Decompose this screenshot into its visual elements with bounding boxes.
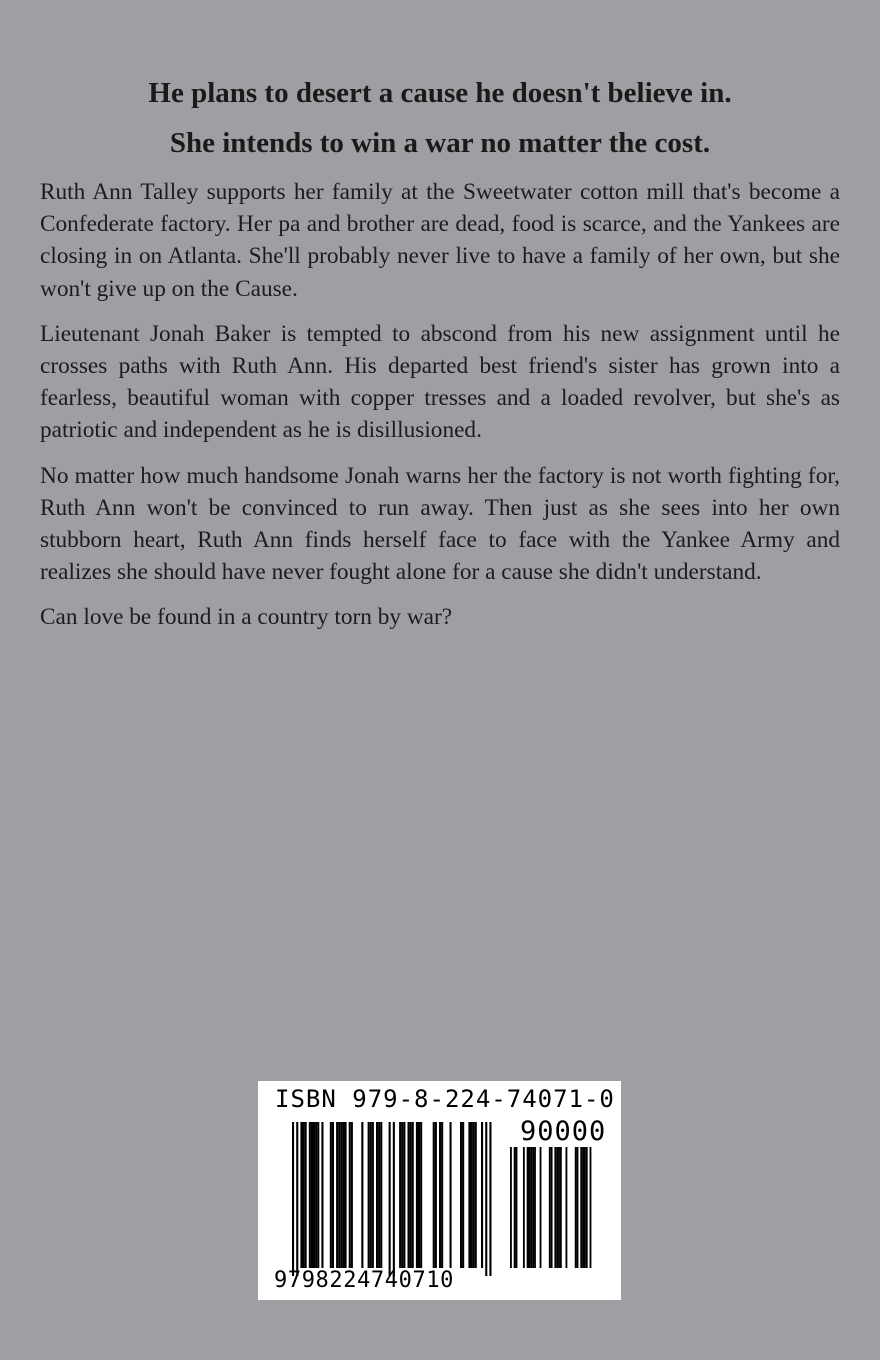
price-addon-code: 90000 <box>520 1116 607 1147</box>
barcode-bar <box>527 1147 529 1268</box>
barcode-bar <box>554 1147 556 1268</box>
barcode-bar <box>534 1147 536 1268</box>
barcode-bar <box>311 1122 313 1268</box>
blurb-closing-question: Can love be found in a country torn by war? <box>40 604 453 631</box>
barcode-bar <box>345 1122 347 1268</box>
barcode-bar <box>558 1147 560 1268</box>
barcode-bar <box>370 1122 372 1268</box>
barcode-bar <box>338 1122 340 1268</box>
barcode-bar <box>462 1122 464 1268</box>
barcode-bar <box>389 1122 391 1276</box>
barcode-bar <box>510 1147 512 1268</box>
barcode-bar <box>439 1122 441 1268</box>
barcode-bar <box>450 1122 452 1268</box>
barcode-bar <box>433 1122 435 1268</box>
barcode-bar <box>582 1147 584 1268</box>
barcode-bar <box>556 1147 558 1268</box>
barcode-bar <box>441 1122 443 1268</box>
barcode-bar <box>468 1122 470 1268</box>
barcode-bar <box>399 1122 401 1268</box>
blurb-paragraph-2: Lieutenant Jonah Baker is tempted to abscond from his new assignment until he crosses paths with Ruth Ann. His departed best friend's sister has grown into a fearless, beautiful woman with copper tresses and a loaded revolver, but she's as patriotic and independent as he is disillusioned. <box>40 320 840 444</box>
barcode-bar <box>361 1122 363 1268</box>
addon-barcode-bars <box>510 1147 591 1268</box>
blurb-paragraph-3: No matter how much handsome Jonah warns her the factory is not worth fighting for, Ruth Ann won't be convinced to run away. Then just as she sees into her own stubborn heart, Ruth Ann finds herself face to face with the Yankee Army and realizes she should have never fought alone for a cause she didn't understand. <box>40 462 840 586</box>
barcode-bar <box>340 1122 342 1268</box>
barcode-bar <box>332 1122 334 1268</box>
barcode-bar <box>475 1122 477 1268</box>
isbn-barcode <box>258 1081 621 1300</box>
barcode-bar <box>551 1147 553 1268</box>
barcode-bar <box>376 1122 378 1268</box>
barcode-bar <box>485 1122 487 1276</box>
barcode-bar <box>481 1122 483 1268</box>
barcode-bar <box>460 1122 462 1268</box>
barcode-bar <box>292 1122 294 1276</box>
barcode-bar <box>418 1122 420 1268</box>
barcode-bar <box>577 1147 579 1268</box>
barcode-bar <box>566 1147 568 1268</box>
barcode-bar <box>530 1147 532 1268</box>
barcode-bar <box>514 1147 516 1268</box>
barcode-bar <box>305 1122 307 1268</box>
barcode-bar <box>516 1147 518 1268</box>
barcode-bar <box>549 1147 551 1268</box>
barcode-bar <box>420 1122 422 1268</box>
barcode-bar <box>296 1122 298 1276</box>
isbn-label: ISBN 979-8-224-74071-0 <box>275 1085 615 1113</box>
barcode-bar <box>489 1122 491 1276</box>
barcode-bar <box>529 1147 531 1268</box>
tagline-heroine: She intends to win a war no matter the cost. <box>169 127 711 159</box>
barcode-bar <box>560 1147 562 1268</box>
barcode-bar <box>300 1122 302 1268</box>
barcode-bar <box>303 1122 305 1268</box>
barcode-bar <box>416 1122 418 1268</box>
barcode-bar <box>471 1122 473 1268</box>
barcode-bar <box>590 1147 592 1268</box>
barcode-bar <box>410 1122 412 1268</box>
barcode-bar <box>380 1122 382 1268</box>
barcode-bar <box>321 1122 323 1268</box>
barcode-bar <box>309 1122 311 1268</box>
barcode-bar <box>580 1147 582 1268</box>
blurb <box>40 176 840 647</box>
barcode-bar <box>403 1122 405 1268</box>
barcode-bar <box>401 1122 403 1268</box>
barcode-bar <box>532 1147 534 1268</box>
barcode-bar <box>336 1122 338 1268</box>
barcode-bar <box>523 1147 525 1268</box>
barcode-bar <box>368 1122 370 1268</box>
barcode-bar <box>435 1122 437 1268</box>
barcode-bar <box>584 1147 586 1268</box>
barcode-bar <box>313 1122 315 1268</box>
barcode-bar <box>330 1122 332 1268</box>
barcode-bar <box>351 1122 353 1268</box>
barcode-bar <box>575 1147 577 1268</box>
barcode-bar <box>586 1147 588 1268</box>
barcode-bar <box>372 1122 374 1268</box>
blurb-paragraph-1: Ruth Ann Talley supports her family at the Sweetwater cotton mill that's become a Confederate factory. Her pa and brother are dead, food is scarce, and the Yankees are closing in on Atlanta. She'll probably never live to have a family of her own, but she won't give up on the Cause. <box>40 179 840 302</box>
main-barcode-bars <box>292 1122 492 1276</box>
barcode-bar <box>393 1122 395 1276</box>
barcode-bar <box>412 1122 414 1268</box>
barcode-bar <box>378 1122 380 1268</box>
barcode-bar <box>473 1122 475 1268</box>
barcode-bar <box>315 1122 317 1268</box>
barcode-digits: 9798224740710 <box>274 1268 454 1293</box>
barcode-bar <box>408 1122 410 1268</box>
barcode-bar <box>342 1122 344 1268</box>
tagline-hero: He plans to desert a cause he doesn't believe in. <box>148 77 732 109</box>
barcode-bar <box>317 1122 319 1268</box>
barcode-bar <box>540 1147 542 1268</box>
barcode-bar <box>349 1122 351 1268</box>
